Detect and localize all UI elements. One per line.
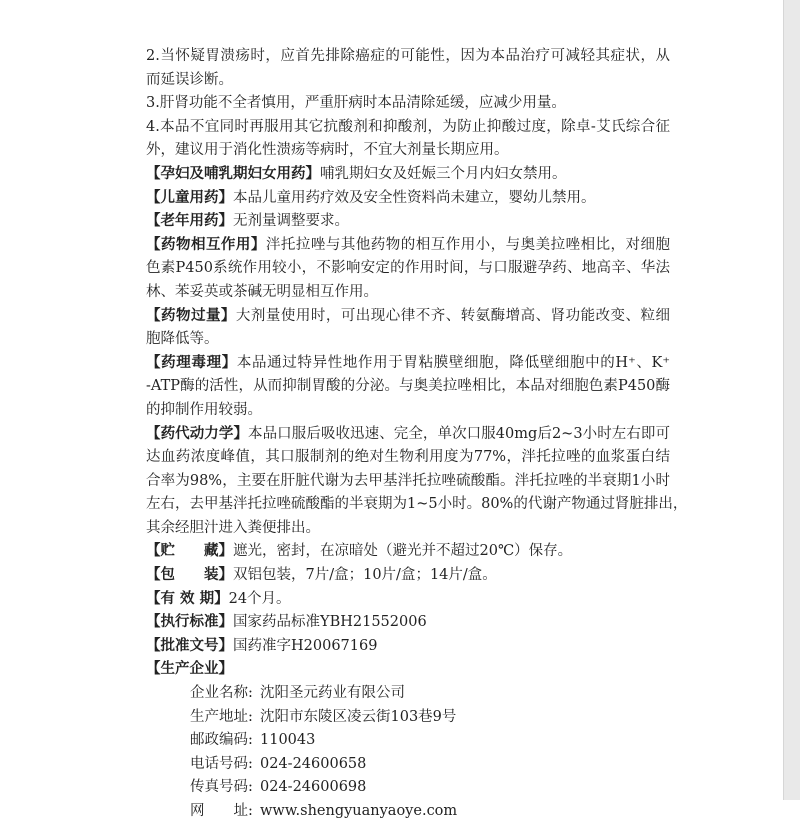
company-info-key: 企业名称:	[190, 685, 253, 702]
section-line	[146, 305, 670, 329]
company-info-value: 沈阳圣元药业有限公司	[260, 685, 405, 702]
company-info-key: 网 址:	[190, 803, 253, 819]
company-info-row	[146, 776, 670, 800]
section-text: 国家药品标准YBH21552006	[233, 614, 427, 631]
section-line	[146, 564, 670, 588]
section-text: 本品儿童用药疗效及安全性资料尚未建立，婴幼儿禁用。	[233, 189, 596, 206]
section-text: 左右，去甲基泮托拉唑硫酸酯的半衰期为1~5小时。80%的代谢产物通过肾脏排出，	[146, 496, 688, 513]
section-text: 双铝包装，7片/盒；10片/盒；14片/盒。	[233, 567, 497, 584]
section-label: 【药物相互作用】	[146, 236, 266, 253]
section-text: 达血药浓度峰值，其口服制剂的绝对生物利用度为77%，泮托拉唑的血浆蛋白结	[146, 449, 670, 466]
section-line	[146, 257, 670, 281]
precaution-note-line: 4.本品不宜同时再服用其它抗酸剂和抑酸剂，为防止抑酸过度，除卓-艾氏综合征	[146, 118, 670, 135]
company-info-row	[146, 753, 670, 777]
section-label: 【药理毒理】	[146, 354, 237, 371]
company-info-row	[146, 682, 670, 706]
section-text: 胞降低等。	[146, 331, 219, 348]
section-line	[146, 163, 670, 187]
section-text: 大剂量使用时，可出现心律不齐、转氨酶增高、肾功能改变、粒细	[235, 307, 671, 324]
company-info-value: 024-24600698	[260, 779, 367, 796]
section-label: 【贮 藏】	[146, 543, 233, 560]
section-text: 本品口服后吸收迅速、完全，单次口服40mg后2~3小时左右即可	[248, 425, 670, 442]
section-line	[146, 423, 670, 447]
company-info-value: 024-24600658	[260, 755, 367, 772]
section-label: 【有 效 期】	[146, 590, 229, 607]
section-text: 泮托拉唑与其他药物的相互作用小，与奥美拉唑相比，对细胞	[265, 236, 671, 253]
company-info-row	[146, 729, 670, 753]
section-line	[146, 234, 670, 258]
section-line	[146, 588, 670, 612]
company-info-key: 生产地址:	[190, 708, 253, 725]
section-line	[146, 658, 670, 682]
section-label: 【药代动力学】	[146, 425, 249, 442]
section-text: 哺乳期妇女及妊娠三个月内妇女禁用。	[320, 165, 567, 182]
section-label: 【执行标准】	[146, 614, 233, 631]
page-edge	[783, 0, 800, 800]
company-info-key: 传真号码:	[190, 779, 253, 796]
section-line	[146, 446, 670, 470]
precaution-note-line: 外，建议用于消化性溃疡等病时，不宜大剂量长期应用。	[146, 142, 509, 159]
section-line	[146, 352, 670, 376]
section-label: 【批准文号】	[146, 637, 233, 654]
section-line	[146, 611, 670, 635]
section-line	[146, 493, 688, 517]
section-label: 【药物过量】	[146, 307, 236, 324]
section-text: 其余经胆汁进入粪便排出。	[146, 519, 320, 536]
section-line	[146, 540, 670, 564]
company-info-key: 电话号码:	[190, 755, 253, 772]
section-line	[146, 375, 670, 399]
section-label: 【生产企业】	[146, 661, 233, 678]
section-text: 遮光，密封，在凉暗处（避光并不超过20℃）保存。	[233, 543, 573, 560]
drug-leaflet	[146, 45, 688, 824]
company-info-row	[146, 706, 670, 730]
section-label: 【孕妇及哺乳期妇女用药】	[146, 165, 320, 182]
precaution-note-line: 3.肝肾功能不全者慎用，严重肝病时本品清除延缓，应减少用量。	[146, 95, 566, 112]
section-label: 【老年用药】	[146, 213, 233, 230]
section-text: 本品通过特异性地作用于胃粘膜壁细胞，降低壁细胞中的H⁺、K⁺	[236, 354, 670, 371]
section-text: 国药准字H20067169	[233, 637, 378, 654]
company-info-value: 110043	[260, 732, 316, 749]
section-text: 林、苯妥英或茶碱无明显相互作用。	[146, 283, 378, 300]
section-line	[146, 635, 670, 659]
section-label: 【儿童用药】	[146, 189, 233, 206]
section-line	[146, 210, 670, 234]
section-text: -ATP酶的活性，从而抑制胃酸的分泌。与奥美拉唑相比，本品对细胞色素P450酶	[146, 378, 670, 395]
section-line	[146, 328, 670, 352]
section-label: 【包 装】	[146, 567, 233, 584]
section-text: 无剂量调整要求。	[233, 213, 349, 230]
section-line	[146, 281, 670, 305]
precaution-note-line: 2.当怀疑胃溃疡时，应首先排除癌症的可能性，因为本品治疗可减轻其症状，从	[146, 48, 670, 64]
section-text: 合率为98%，主要在肝脏代谢为去甲基泮托拉唑硫酸酯。泮托拉唑的半衰期1小时	[146, 472, 670, 489]
company-info-row	[146, 800, 670, 824]
section-line	[146, 517, 670, 541]
company-info-value: 沈阳市东陵区凌云街103巷9号	[260, 708, 457, 725]
section-line	[146, 470, 670, 494]
section-text: 24个月。	[228, 590, 291, 607]
company-info-key: 邮政编码:	[190, 732, 253, 749]
section-line	[146, 399, 670, 423]
section-text: 的抑制作用较弱。	[146, 401, 262, 418]
section-text: 色素P450系统作用较小，不影响安定的作用时间，与口服避孕药、地高辛、华法	[146, 260, 670, 277]
company-info-value: www.shengyuanyaoye.com	[260, 803, 458, 819]
precaution-note-line: 而延误诊断。	[146, 71, 233, 88]
section-line	[146, 187, 670, 211]
